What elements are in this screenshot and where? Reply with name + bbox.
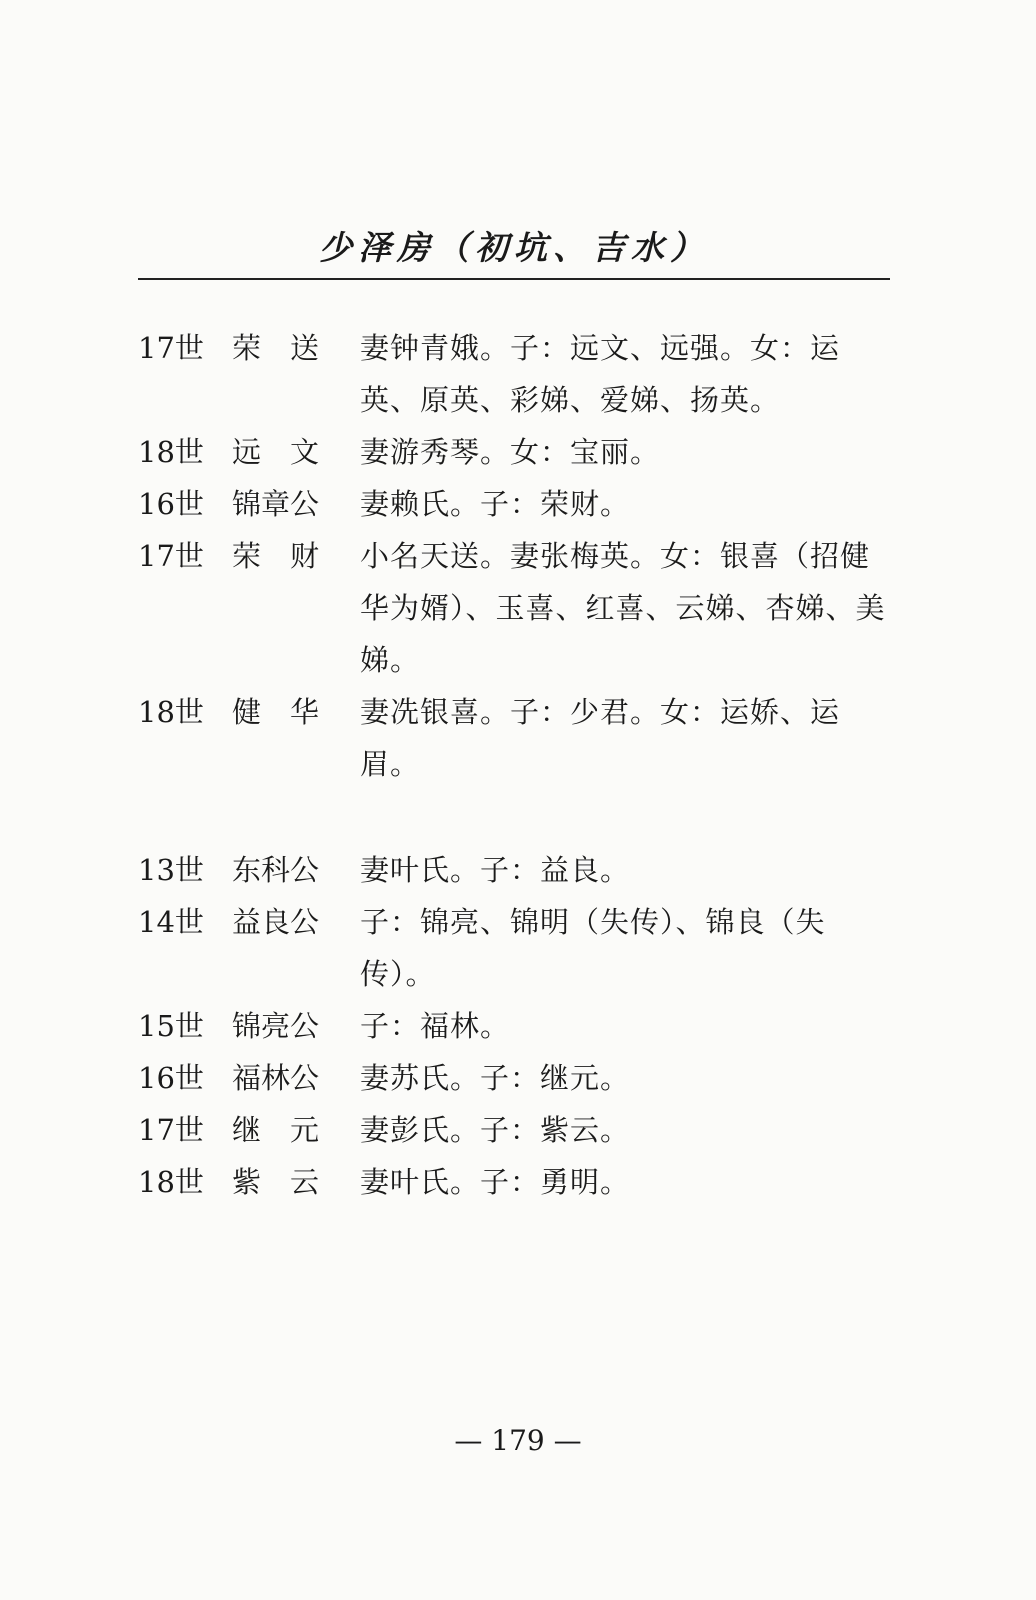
generation-label: 16世: [138, 1061, 204, 1095]
person-name: 福林公: [232, 1061, 320, 1095]
genealogy-entries: [138, 322, 898, 1208]
entry-row: [138, 686, 898, 790]
page-title: 少泽房（初坑、吉水）: [319, 228, 709, 267]
entry-row: [138, 1000, 898, 1052]
person-name: 锦章公: [232, 487, 320, 521]
entry-row: [138, 896, 898, 1000]
entry-description: 妻彭氏。子：紫云。: [360, 1113, 631, 1147]
generation-label: 18世: [138, 435, 204, 469]
entry-description: 小名天送。妻张梅英。女：银喜（招健华为婿）、玉喜、红喜、云娣、杏娣、美娣。: [360, 539, 886, 677]
header-rule: [138, 278, 890, 280]
page-number: — 179 —: [454, 1424, 582, 1457]
generation-label: 13世: [138, 853, 204, 887]
entry-description: 子：锦亮、锦明（失传）、锦良（失传）。: [360, 905, 826, 991]
person-name: 锦亮公: [232, 1009, 320, 1043]
generation-label: 18世: [138, 1165, 204, 1199]
person-name: 紫 云: [232, 1165, 320, 1199]
section-gap: [138, 790, 898, 844]
entry-description: 妻游秀琴。女：宝丽。: [360, 435, 661, 469]
person-name: 荣 送: [232, 331, 320, 365]
entry-row: [138, 844, 898, 896]
person-name: 远 文: [232, 435, 320, 469]
entry-description: 子：福林。: [360, 1009, 511, 1043]
generation-label: 14世: [138, 905, 204, 939]
person-name: 继 元: [232, 1113, 320, 1147]
entry-row: [138, 1052, 898, 1104]
generation-label: 17世: [138, 539, 204, 573]
person-name: 东科公: [232, 853, 320, 887]
generation-label: 15世: [138, 1009, 204, 1043]
generation-label: 17世: [138, 1113, 204, 1147]
generation-label: 16世: [138, 487, 204, 521]
entry-row: [138, 478, 898, 530]
entry-description: 妻叶氏。子：勇明。: [360, 1165, 631, 1199]
entry-description: 妻冼银喜。子：少君。女：运娇、运眉。: [360, 695, 841, 781]
generation-label: 18世: [138, 695, 204, 729]
entry-row: [138, 322, 898, 426]
entry-row: [138, 530, 898, 686]
entry-description: 妻钟青娥。子：远文、远强。女：运英、原英、彩娣、爱娣、扬英。: [360, 331, 841, 417]
entry-row: [138, 426, 898, 478]
person-name: 荣 财: [232, 539, 320, 573]
entry-row: [138, 1104, 898, 1156]
person-name: 益良公: [232, 905, 320, 939]
entry-description: 妻赖氏。子：荣财。: [360, 487, 631, 521]
generation-label: 17世: [138, 331, 204, 365]
entry-row: [138, 1156, 898, 1208]
entry-description: 妻苏氏。子：继元。: [360, 1061, 631, 1095]
entry-description: 妻叶氏。子：益良。: [360, 853, 631, 887]
person-name: 健 华: [232, 695, 320, 729]
